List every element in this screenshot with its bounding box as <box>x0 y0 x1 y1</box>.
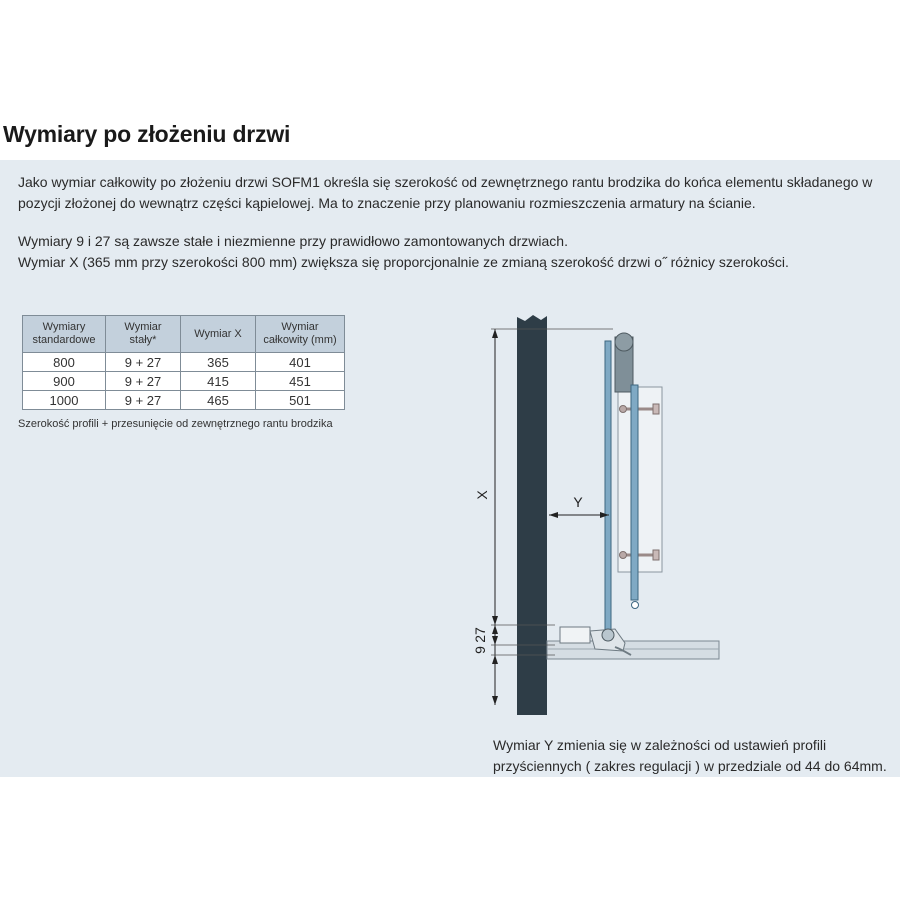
label-x: X <box>474 490 490 500</box>
cell-fixed: 9 + 27 <box>106 372 181 391</box>
dimension-y <box>549 494 609 518</box>
table-footnote: Szerokość profili + przesunięcie od zewnętrznego rantu brodzika <box>18 418 333 430</box>
cell-standard: 900 <box>23 372 106 391</box>
cell-total: 451 <box>256 372 345 391</box>
header-x: Wymiar X <box>181 316 256 353</box>
cell-fixed: 9 + 27 <box>106 391 181 410</box>
cell-standard: 800 <box>23 353 106 372</box>
intro-notes <box>18 231 878 273</box>
header-total: Wymiar całkowity (mm) <box>256 316 345 353</box>
label-9: 9 <box>472 646 488 654</box>
table-row <box>23 372 345 391</box>
cell-total: 501 <box>256 391 345 410</box>
table-header-row <box>23 316 345 353</box>
door-profile <box>631 385 638 600</box>
intro-paragraph: Jako wymiar całkowity po złożeniu drzwi SOFM1 określa się szerokość od zewnętrznego rantu brodzika do końca elementu składanego w pozycji złożonej do wewnątrz części kąpielowej. Ma to znaczenie przy planowaniu rozmieszczenia armatury na ścianie. <box>18 174 873 211</box>
cell-x: 465 <box>181 391 256 410</box>
folded-door-panel <box>618 387 662 572</box>
note-dimension-x: Wymiar X (365 mm przy szerokości 800 mm) zwiększa się proporcjonalnie ze zmianą szerokość drzwi o˝ różnicy szerokości. <box>18 254 789 270</box>
cell-total: 401 <box>256 353 345 372</box>
cell-x: 415 <box>181 372 256 391</box>
door-diagram <box>455 305 735 725</box>
cell-standard: 1000 <box>23 391 106 410</box>
header-fixed: Wymiar stały* <box>106 316 181 353</box>
label-27: 27 <box>472 627 488 643</box>
header-standard: Wymiary standardowe <box>23 316 106 353</box>
dimensions-table <box>22 315 345 410</box>
diagram-caption <box>493 735 887 777</box>
table-row <box>23 391 345 410</box>
wall-profile <box>605 341 611 633</box>
caption-line: przyściennych ( zakres regulacji ) w przedziale od 44 do 64mm. <box>493 758 887 774</box>
cell-fixed: 9 + 27 <box>106 353 181 372</box>
shower-tray <box>547 641 719 659</box>
table-row <box>23 353 345 372</box>
note-fixed-dimensions: Wymiary 9 i 27 są zawsze stałe i niezmienne przy prawidłowo zamontowanych drzwiach. <box>18 233 568 249</box>
label-y: Y <box>573 494 583 510</box>
page-title: Wymiary po złożeniu drzwi <box>3 121 291 147</box>
cell-x: 365 <box>181 353 256 372</box>
caption-line: Wymiar Y zmienia się w zależności od ustawień profili <box>493 737 827 753</box>
